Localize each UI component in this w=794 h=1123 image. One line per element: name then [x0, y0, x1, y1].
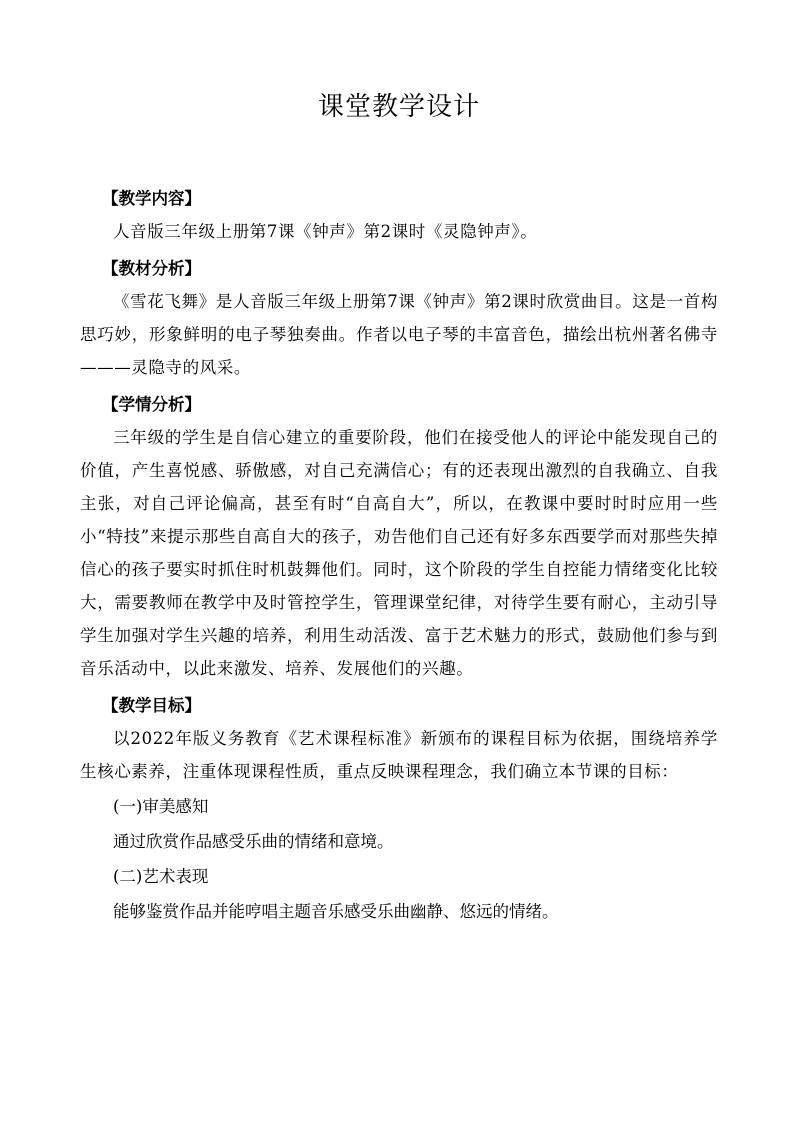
section-heading: 【教学内容】: [102, 189, 201, 208]
paragraph: 三年级的学生是自信心建立的重要阶段，他们在接受他人的评论中能发现自己的价值，产生喜悦感、骄傲感，对自己充满信心；有的还表现出激烈的自我确立、自我主张，对自己评论偏高，甚至有时“自高自大”，所以，在教课中要时时时应用一些小“特技”来提示那些自高自大的孩子，劝告他们自己还有好多东西要学而对那些失掉信心的孩子要实时抓住时机鼓舞他们。同时，这个阶段的学生自控能力情绪变化比较大，需要教师在教学中及时管控学生，管理课堂纪律，对待学生要有耐心，主动引导学生加强对学生兴趣的培养，利用生动活泼、富于艺术魅力的形式，鼓励他们参与到音乐活动中，以此来激发、培养、发展他们的兴趣。: [80, 428, 718, 678]
goal-text: 通过欣赏作品感受乐曲的情绪和意境。: [113, 832, 394, 851]
section-student-analysis: [80, 388, 718, 685]
section-teaching-content: [80, 182, 718, 248]
paragraph: 人音版三年级上册第7课《钟声》第2课时《灵隐钟声》。: [113, 222, 538, 241]
section-heading: 【教材分析】: [102, 259, 201, 278]
section-teaching-goals: [80, 689, 718, 928]
section-heading: 【学情分析】: [102, 395, 201, 414]
goal-text: 能够鉴赏作品并能哼唱主题音乐感受乐曲幽静、悠远的情绪。: [113, 902, 559, 921]
section-heading: 【教学目标】: [102, 696, 201, 715]
paragraph: 《雪花飞舞》是人音版三年级上册第7课《钟声》第2课时欣赏曲目。这是一首构思巧妙，形象鲜明的电子琴独奏曲。作者以电子琴的丰富音色，描绘出杭州著名佛寺———灵隐寺的风采。: [80, 292, 718, 377]
document-title: 课堂教学设计: [317, 92, 480, 122]
goal-label: (二)艺术表现: [113, 867, 209, 886]
paragraph: 以2022年版义务教育《艺术课程标准》新颁布的课程目标为依据，围绕培养学生核心素养，注重体现课程性质，重点反映课程理念，我们确立本节课的目标：: [80, 729, 718, 781]
section-material-analysis: [80, 252, 718, 384]
goal-label: (一)审美感知: [113, 797, 209, 816]
